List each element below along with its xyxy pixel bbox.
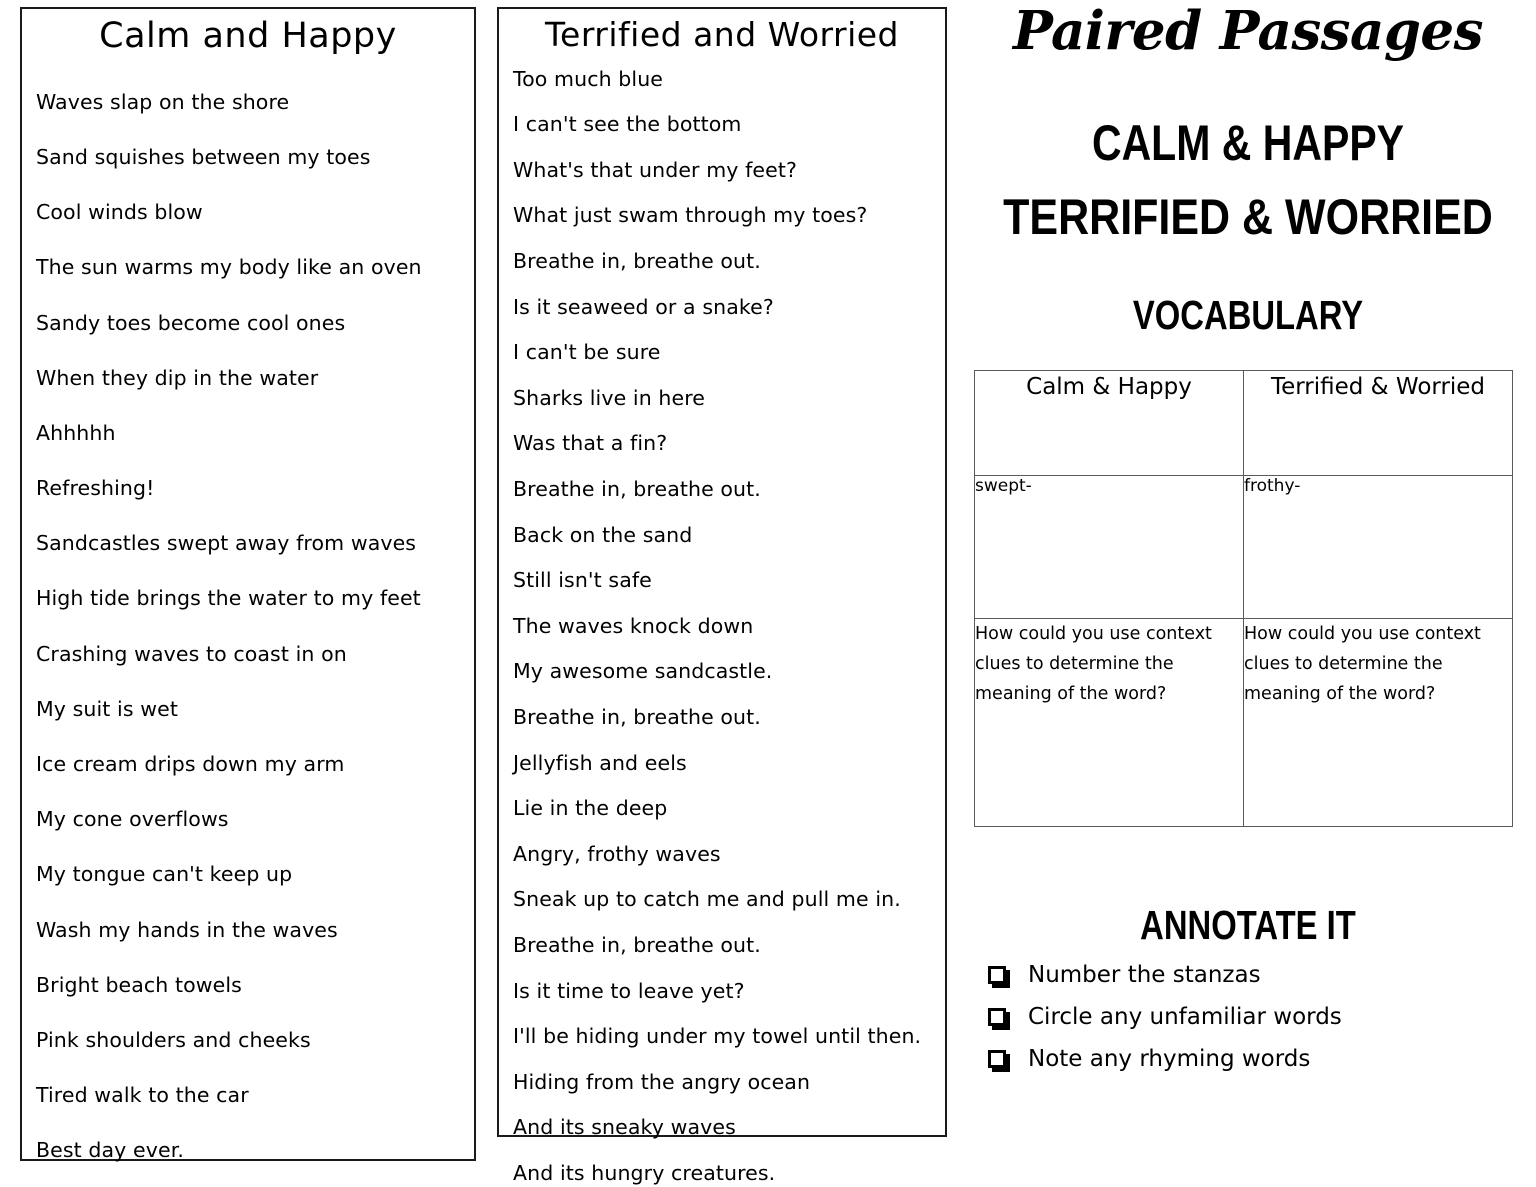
passage-line: Is it seaweed or a snake? bbox=[513, 294, 774, 319]
passage-line: And its sneaky waves bbox=[513, 1115, 736, 1140]
passage-line: The sun warms my body like an oven bbox=[36, 255, 422, 280]
vocab-question-label-calm-happy: How could you use context clues to determine the meaning of the word? bbox=[975, 624, 1212, 705]
passage-line-list-terrified-and-worried bbox=[499, 53, 945, 1185]
vocab-header-cell-calm-happy bbox=[975, 371, 1244, 476]
vocab-question-cell-terrified-worried[interactable] bbox=[1244, 619, 1513, 827]
annotate-item-label: Number the stanzas bbox=[1028, 962, 1261, 988]
checkbox-icon[interactable] bbox=[988, 966, 1010, 988]
annotate-item-label: Circle any unfamiliar words bbox=[1028, 1004, 1342, 1030]
passage-line: Is it time to leave yet? bbox=[513, 978, 745, 1003]
passage-line: Crashing waves to coast in on bbox=[36, 641, 347, 666]
checkbox-icon[interactable] bbox=[988, 1008, 1010, 1030]
table-row-questions bbox=[975, 619, 1513, 827]
vocabulary-table bbox=[974, 370, 1513, 827]
passage-line: Still isn't safe bbox=[513, 568, 652, 593]
table-row-headers bbox=[975, 371, 1513, 476]
heading-calm-and-happy: CALM & HAPPY bbox=[1091, 115, 1405, 171]
passage-line: Sneak up to catch me and pull me in. bbox=[513, 887, 901, 912]
passage-line: My cone overflows bbox=[36, 807, 229, 832]
vocab-word-swept: swept- bbox=[975, 476, 1032, 496]
annotate-checklist bbox=[988, 958, 1528, 1084]
passage-line: Sandy toes become cool ones bbox=[36, 310, 346, 335]
passage-line: Hiding from the angry ocean bbox=[513, 1069, 811, 1094]
passage-line: Sharks live in here bbox=[513, 385, 706, 410]
annotate-list-item[interactable] bbox=[988, 1000, 1528, 1042]
passage-line: Breathe in, breathe out. bbox=[513, 932, 761, 957]
vocab-header-label-calm-happy: Calm & Happy bbox=[1026, 374, 1192, 400]
passage-line: Was that a fin? bbox=[513, 431, 668, 456]
vocab-word-cell-terrified-worried[interactable] bbox=[1244, 476, 1513, 619]
passage-line: Cool winds blow bbox=[36, 200, 203, 225]
passage-line: Back on the sand bbox=[513, 522, 693, 547]
passage-line-list-calm-and-happy bbox=[22, 55, 474, 1163]
vocab-question-label-terrified-worried: How could you use context clues to determine the meaning of the word? bbox=[1244, 624, 1481, 705]
section-heading-vocabulary: VOCABULARY bbox=[1132, 292, 1364, 338]
passage-line: Bright beach towels bbox=[36, 972, 242, 997]
passage-line: I can't see the bottom bbox=[513, 112, 742, 137]
passage-line: Too much blue bbox=[513, 66, 663, 91]
vocab-word-frothy: frothy- bbox=[1244, 476, 1301, 496]
heading-terrified-and-worried: TERRIFIED & WORRIED bbox=[1003, 189, 1493, 245]
passage-line: Sandcastles swept away from waves bbox=[36, 531, 417, 556]
vocab-word-cell-calm-happy[interactable] bbox=[975, 476, 1244, 619]
passage-line: Pink shoulders and cheeks bbox=[36, 1027, 311, 1052]
page-title-paired-passages: Paired Passages bbox=[1013, 0, 1483, 62]
section-heading-annotate-it: ANNOTATE IT bbox=[1140, 902, 1356, 948]
passage-line: Breathe in, breathe out. bbox=[513, 476, 761, 501]
passage-line: Best day ever. bbox=[36, 1138, 184, 1163]
passage-line: Angry, frothy waves bbox=[513, 841, 721, 866]
passage-line: Wash my hands in the waves bbox=[36, 917, 338, 942]
passage-line: Sand squishes between my toes bbox=[36, 144, 371, 169]
passage-line: When they dip in the water bbox=[36, 365, 319, 390]
passage-line: Breathe in, breathe out. bbox=[513, 704, 761, 729]
passage-line: My suit is wet bbox=[36, 696, 178, 721]
annotate-item-label: Note any rhyming words bbox=[1028, 1046, 1311, 1072]
passage-box-terrified-and-worried bbox=[497, 7, 947, 1185]
passage-line: My tongue can't keep up bbox=[36, 862, 293, 887]
passage-line: Lie in the deep bbox=[513, 796, 668, 821]
table-row-words bbox=[975, 476, 1513, 619]
passage-line: Waves slap on the shore bbox=[36, 89, 290, 114]
passage-line: What just swam through my toes? bbox=[513, 203, 868, 228]
passage-line: Tired walk to the car bbox=[36, 1083, 249, 1108]
passage-line: I can't be sure bbox=[513, 340, 661, 365]
passage-line: I'll be hiding under my towel until then. bbox=[513, 1024, 922, 1049]
passage-line: Ahhhhh bbox=[36, 420, 116, 445]
passage-line: Jellyfish and eels bbox=[513, 750, 687, 775]
passage-box-calm-and-happy bbox=[20, 7, 476, 1161]
passage-line: Refreshing! bbox=[36, 476, 155, 501]
vocab-header-cell-terrified-worried bbox=[1244, 371, 1513, 476]
passage-title-calm-and-happy: Calm and Happy bbox=[99, 16, 397, 56]
passage-line: My awesome sandcastle. bbox=[513, 659, 773, 684]
annotate-list-item[interactable] bbox=[988, 958, 1528, 1000]
right-panel bbox=[960, 0, 1536, 1187]
vocab-header-label-terrified-worried: Terrified & Worried bbox=[1270, 374, 1486, 400]
passage-line: High tide brings the water to my feet bbox=[36, 586, 421, 611]
passage-line: What's that under my feet? bbox=[513, 157, 797, 182]
passage-title-terrified-and-worried: Terrified and Worried bbox=[544, 15, 900, 54]
annotate-list-item[interactable] bbox=[988, 1042, 1528, 1084]
vocab-question-cell-calm-happy[interactable] bbox=[975, 619, 1244, 827]
passage-line: And its hungry creatures. bbox=[513, 1160, 776, 1185]
passage-line: Ice cream drips down my arm bbox=[36, 752, 345, 776]
checkbox-icon[interactable] bbox=[988, 1050, 1010, 1072]
passage-line: Breathe in, breathe out. bbox=[513, 249, 761, 274]
passage-line: The waves knock down bbox=[513, 613, 754, 638]
